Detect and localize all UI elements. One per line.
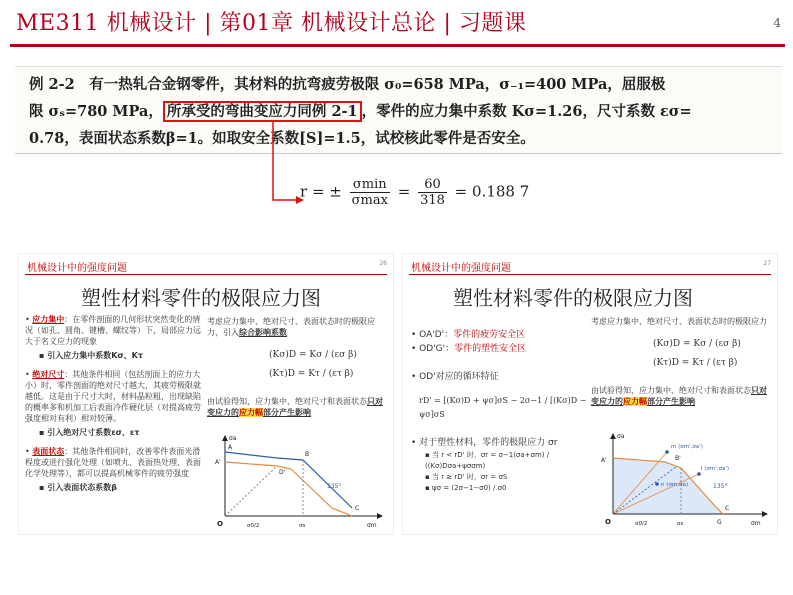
slide-left-right-column [207, 316, 385, 418]
formula-den-sigma: σmax [351, 193, 388, 208]
bullet1-title: 应力集中 [32, 315, 65, 324]
right-label-B-prime: B' [675, 455, 681, 462]
bullet2-text: ：其他条件相同（包括剖面上的应力大小）时，零件剖面的绝对尺寸越大，其疲劳极限就越低。这是由于尺寸大时，材料晶粒粗，出现缺陷的概率多和机加工后表面冷作硬化层（对提高疲劳强度相对有利）相对较薄。 [25, 370, 201, 423]
right-sub-3: ▪ ψσ = (2σ−1−σ0) / σ0 [425, 484, 507, 492]
right-sub3-text: ψσ = (2σ−1−σ0) / σ0 [431, 484, 507, 492]
bullet2-sub: ▪ 引入绝对尺寸系数εσ、ετ [39, 428, 140, 437]
bullet3-sub: ▪ 引入表面状态系数β [39, 483, 117, 492]
left-label-angle: 135° [327, 483, 342, 490]
bullet-absolute-size: • 绝对尺寸：其他条件相同（包括剖面上的应力大小）时，零件剖面的绝对尺寸越大，其疲劳极限就越低。这是由于尺寸大时，材料晶粒粗，出现缺陷的概率多和机加工后表面冷作硬化层（对提高疲劳强度相对有利）相对较薄。 [25, 370, 201, 423]
slide-left-header: 机械设计中的强度问题 [27, 263, 127, 274]
formula-num-value: 60 [418, 177, 447, 193]
slide-right-rule [409, 274, 771, 275]
slide-right-header: 机械设计中的强度问题 [411, 263, 511, 274]
right-label-y: σa [617, 433, 625, 440]
bullet3-text: ：其他条件相同时，改善零件表面光滑程度或进行强化处理（如喷丸、表面热处理、表面化学处理等），都可以提高机械零件的疲劳强度 [25, 447, 201, 478]
right-label-A-prime: A' [601, 457, 607, 464]
slide-right-title: 塑性材料零件的极限应力图 [453, 286, 693, 310]
left-limit-stress-diagram [207, 432, 387, 532]
bullet3-sub-text: 引入表面状态系数β [47, 483, 117, 492]
problem-highlight-box: 所承受的弯曲变应力同例 2-1 [163, 101, 362, 122]
formula-den-value: 318 [420, 193, 445, 208]
left-tick-1: σ0/2 [247, 523, 260, 529]
right-bullet-od: • OD'对应的循环特征 [411, 372, 499, 382]
formula-lhs: r = ± [300, 182, 342, 201]
right-point-l [697, 472, 701, 476]
left-kd-sigma: (Kσ)D = Kσ / (εσ β) [269, 350, 357, 360]
left-label-A-prime: A' [215, 459, 221, 466]
right-label-C: C [725, 505, 730, 512]
right-bullet-oad: • OA'D'：零件的疲劳安全区 [411, 330, 526, 340]
slide-right-right-column [591, 316, 769, 407]
right-label-m: m (σm',σa') [671, 444, 703, 450]
left-note-c: 部分产生影响 [263, 408, 311, 417]
page-title: ME311 机械设计 | 第01章 机械设计总论 | 习题课 [16, 11, 527, 36]
right-bullet1-b: 零件的疲劳安全区 [453, 330, 526, 340]
right-point-m [665, 450, 669, 454]
right-label-angle: 135° [713, 483, 728, 490]
left-intro-bold: 综合影响系数 [239, 328, 287, 337]
bullet1-text: ：在零件剖面的几何形状突然变化的情况（如孔、圆角、键槽、螺纹等）下，局部应力远大于名义应力的现象 [25, 315, 201, 346]
formula-num-sigma: σmin [350, 177, 390, 193]
right-limit-stress-diagram [595, 430, 771, 532]
slide-left-page: 26 [379, 260, 387, 267]
left-intro-text [207, 316, 385, 338]
right-point-n [655, 482, 659, 486]
formula-result: = 0.188 7 [454, 182, 530, 201]
left-kd-tau: (Kτ)D = Kτ / (ετ β) [269, 369, 354, 379]
left-note-b: 只对变应力的 [207, 397, 383, 417]
right-kd-tau: (Kτ)D = Kτ / (ετ β) [653, 358, 738, 368]
left-label-C: C [355, 505, 360, 512]
right-rd-formula: rD' = [(Kσ)D + ψσ]σS − 2σ−1 / [(Kσ)D − ψσ]σS [419, 396, 587, 419]
slide-right-bullets [411, 328, 589, 494]
left-tick-2: σs [299, 523, 306, 529]
left-note-a: 由试验得知，应力集中、绝对尺寸和表面状态 [207, 397, 367, 406]
left-label-O: O [217, 520, 223, 528]
slide-right [402, 253, 778, 535]
bullet1-sub: ▪ 引入应力集中系数Kσ、Kτ [39, 351, 143, 360]
right-tick-2: σs [677, 521, 684, 527]
left-intro-a: 考虑应力集中、绝对尺寸、表面状态时的极限应力，引入 [207, 317, 375, 337]
slide-left-bullets [25, 314, 201, 493]
right-label-n: n (σm,σa) [661, 482, 688, 488]
right-note [591, 385, 769, 407]
right-intro-text: 考虑应力集中、绝对尺寸、表面状态时的极限应力 [591, 317, 767, 326]
left-label-D-prime: D' [279, 469, 286, 476]
right-sub-1: ▪ 当 r < rD' 时，σr = σ−1(σa+σm) / ((Kσ)Dσa+ψσσm) [425, 451, 550, 470]
left-material-line [225, 452, 352, 508]
left-label-x: σm [367, 522, 377, 529]
formula-equals: = [397, 182, 411, 201]
right-label-x: σm [751, 520, 761, 527]
right-bullet-plastic: • 对于塑性材料，零件的极限应力 σr [411, 438, 558, 448]
right-bullet1-a: OA'D'： [419, 330, 454, 340]
right-bullet2-b: 零件的塑性安全区 [454, 344, 527, 354]
right-bullet4: 对于塑性材料，零件的极限应力 σr [419, 438, 558, 448]
right-bullet3: OD'对应的循环特征 [419, 372, 499, 382]
right-tick-1: σ0/2 [635, 521, 648, 527]
problem-line-2-end: ，零件的应力集中系数 Kσ=1.26，尺寸系数 εσ= [361, 103, 692, 120]
right-note-a: 由试验得知，应力集中、绝对尺寸和表面状态 [591, 386, 751, 395]
bullet-stress-concentration: • 应力集中：在零件剖面的几何形状突然变化的情况（如孔、圆角、键槽、螺纹等）下，局部应力远大于名义应力的现象 [25, 315, 201, 346]
right-sub2-text: 当 r ≥ rD' 时，σr = σS [431, 473, 508, 481]
formula-fraction-sigma [350, 177, 390, 208]
bullet3-title: 表面状态 [32, 447, 65, 456]
right-bullet2-a: OD'G'： [419, 344, 455, 354]
right-label-O: O [605, 518, 611, 526]
slide-right-page: 27 [763, 260, 771, 267]
slide-left [18, 253, 394, 535]
bullet2-sub-text: 引入绝对尺寸系数εσ、ετ [47, 428, 140, 437]
slide-left-rule [25, 274, 387, 275]
problem-line-1: 例 2-2 有一热轧合金钢零件，其材料的抗弯疲劳极限 σ₀=658 MPa，σ₋₁=400 MPa，屈服极 [29, 76, 666, 93]
bullet1-sub-text: 引入应力集中系数Kσ、Kτ [47, 351, 143, 360]
left-label-y: σa [229, 435, 237, 442]
right-label-G: G [717, 519, 722, 526]
right-note-mark: 应力幅 [623, 397, 647, 406]
right-bullet-odg: • OD'G'：零件的塑性安全区 [411, 344, 527, 354]
left-label-B: B [305, 451, 310, 458]
bullet2-title: 绝对尺寸 [32, 370, 65, 379]
slide-left-title: 塑性材料零件的极限应力图 [81, 286, 321, 310]
right-note-c: 部分产生影响 [647, 397, 695, 406]
right-sub1-text: 当 r < rD' 时，σr = σ−1(σa+σm) / ((Kσ)Dσa+ψσσm) [425, 451, 550, 470]
problem-line-2-start: 限 σₛ=780 MPa， [29, 103, 163, 120]
formula-fraction-value [418, 177, 447, 208]
ratio-formula [300, 177, 529, 208]
page-number: 4 [773, 16, 781, 30]
bullet-surface: • 表面状态：其他条件相同时，改善零件表面光滑程度或进行强化处理（如喷丸、表面热处理、表面化学处理等），都可以提高机械零件的疲劳强度 [25, 447, 201, 478]
left-od-line [225, 466, 277, 516]
right-note-b: 只对变应力的 [591, 386, 767, 406]
right-sub-2: ▪ 当 r ≥ rD' 时，σr = σS [425, 473, 508, 481]
right-kd-sigma: (Kσ)D = Kσ / (εσ β) [653, 339, 741, 349]
problem-line-3: 0.78，表面状态系数β=1。如取安全系数[S]=1.5，试校核此零件是否安全。 [29, 130, 535, 147]
left-label-A: A [228, 444, 233, 451]
right-label-l: l (σm',σa') [701, 466, 730, 472]
left-note-mark: 应力幅 [239, 408, 263, 417]
left-note [207, 396, 385, 418]
